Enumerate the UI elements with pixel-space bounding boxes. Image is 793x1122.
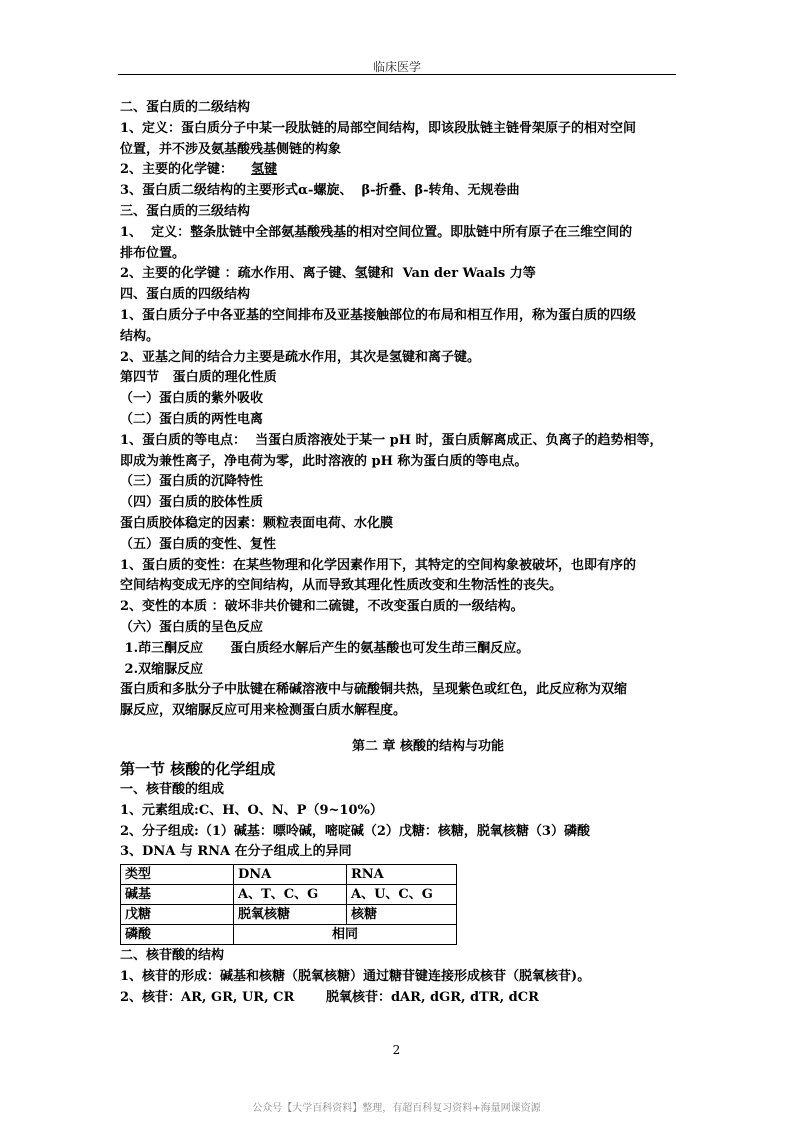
line-text: 排布位置。 [120, 245, 186, 261]
line-text: 空间结构变成无序的空间结构，从而导致其理化性质改变和生物活性的丧失。 [120, 578, 563, 594]
text-line [120, 368, 676, 389]
line-text: 1、定义：蛋白质分子中某一段肽链的局部空间结构，即该段肽链主链骨架原子的相对空间 [120, 120, 637, 136]
line-text: 1、蛋白质的变性：在某些物理和化学因素作用下，其特定的空间构象被破坏，也即有序的 [120, 557, 637, 573]
table-cell: RNA [347, 865, 457, 885]
line-text: 二、核苷酸的结构 [120, 948, 225, 964]
line-text: 2、核苷：AR, GR, UR, CR 脱氧核苷：dAR, dGR, dTR, dCR [120, 989, 539, 1005]
line-text: 结构。 [120, 328, 160, 344]
line-text: 3、DNA 与 RNA 在分子组成上的异同 [120, 844, 352, 860]
text-line [120, 780, 676, 801]
text-line [120, 660, 676, 681]
text-line [120, 842, 676, 863]
line-text: 2、变性的本质 ：破坏非共价键和二硫键，不改变蛋白质的一级结构。 [120, 599, 524, 615]
line-text: 1、核苷的形成：碱基和核糖（脱氧核糖）通过糖苷键连接形成核苷（脱氧核苷)。 [120, 968, 591, 984]
text-line [120, 327, 676, 348]
table-row [121, 905, 457, 925]
table-cell: 碱基 [121, 885, 234, 905]
line-text: 2、分子组成:（1）碱基：嘌呤碱，嘧啶碱（2）戊糖：核糖，脱氧核糖（3）磷酸 [120, 823, 590, 839]
line-text: 即成为兼性离子，净电荷为零，此时溶液的 pH 称为蛋白质的等电点。 [120, 453, 528, 469]
text-line [120, 119, 676, 140]
line-text: 2、主要的化学键： [120, 162, 234, 178]
header-rule [118, 74, 676, 75]
line-text: （三）蛋白质的沉降特性 [120, 474, 264, 490]
text-line [120, 618, 676, 639]
line-text: 三、蛋白质的三级结构 [120, 203, 251, 219]
text-line [120, 576, 676, 597]
line-text: 2、亚基之间的结合力主要是疏水作用，其次是氢键和离子键。 [120, 349, 481, 365]
text-line [120, 680, 676, 701]
line-text: 1、蛋白质分子中各亚基的空间排布及亚基接触部位的布局和相互作用，称为蛋白质的四级 [120, 307, 637, 323]
line-text: 2、主要的化学键 ：疏水作用、离子键、氢键和 Van der Waals 力等 [120, 266, 536, 282]
table-row [121, 925, 457, 945]
line-text: 1、元素组成:C、H、O、N、P（9~10%） [120, 802, 383, 818]
text-line [120, 967, 676, 988]
table-cell: 核糖 [347, 905, 457, 925]
line-text: 3、蛋白质二级结构的主要形式α-螺旋、 β-折叠、β-转角、无规卷曲 [120, 183, 520, 199]
dna-rna-comparison-table [120, 864, 457, 945]
text-line [120, 556, 676, 577]
text-line [120, 514, 676, 535]
line-text: 1、 定义：整条肽链中全部氨基酸残基的相对空间位置。即肽链中所有原子在三维空间的 [120, 224, 633, 240]
text-line [120, 452, 676, 473]
text-line [120, 597, 676, 618]
text-line [120, 98, 676, 119]
text-line [120, 431, 676, 452]
text-line [120, 946, 676, 967]
chapter-title: 第二 章 核酸的结构与功能 [351, 738, 505, 754]
text-line [120, 264, 676, 285]
text-line [120, 202, 676, 223]
text-line [120, 410, 676, 431]
line-text: 蛋白质和多肽分子中肽键在稀碱溶液中与硫酸铜共热，呈现紫色或红色，此反应称为双缩 [120, 682, 628, 698]
section-title: 第一节 核酸的化学组成 [120, 759, 276, 778]
line-text: 位置，并不涉及氨基酸残基侧链的构象 [120, 141, 342, 157]
line-text: 第四节 蛋白质的理化性质 [120, 370, 277, 386]
line-text: （一）蛋白质的紫外吸收 [120, 391, 264, 407]
line-text: 蛋白质胶体稳定的因素：颗粒表面电荷、水化膜 [120, 515, 394, 531]
text-line [120, 988, 676, 1009]
text-line [120, 348, 676, 369]
running-header: 临床医学 [372, 60, 421, 74]
table-row [121, 885, 457, 905]
text-line [120, 181, 676, 202]
line-text: 四、蛋白质的四级结构 [120, 287, 251, 303]
line-text: 脲反应，双缩脲反应可用来检测蛋白质水解程度。 [120, 703, 407, 719]
line-text: （六）蛋白质的呈色反应 [120, 619, 264, 635]
text-line [120, 701, 676, 722]
table-cell: A、T、C、G [234, 885, 347, 905]
text-line [120, 306, 676, 327]
line-text: 二、蛋白质的二级结构 [120, 100, 251, 115]
table-cell: 脱氧核糖 [234, 905, 347, 925]
table-header-row [121, 865, 457, 885]
document-body [120, 98, 676, 1008]
text-line [120, 822, 676, 843]
table-cell: 类型 [121, 865, 234, 885]
text-line [120, 639, 676, 660]
table-cell-merged: 相同 [234, 925, 457, 945]
nucleotide-composition-section [120, 780, 676, 863]
text-line [120, 244, 676, 265]
protein-structure-section [120, 98, 676, 722]
footer-note: 公众号【大学百科资料】整理，有超百科复习资料+海量网课资源 [252, 1103, 541, 1114]
text-line [120, 493, 676, 514]
line-text: 1、蛋白质的等电点： 当蛋白质溶液处于某一 pH 时，蛋白质解离成正、负离子的趋势相等， [120, 432, 663, 448]
text-line [120, 285, 676, 306]
underlined-term: 氢键 [251, 162, 278, 178]
table-cell: DNA [234, 865, 347, 885]
text-line [120, 223, 676, 244]
text-line [120, 472, 676, 493]
line-text: （五）蛋白质的变性、复性 [120, 536, 277, 552]
text-line [120, 801, 676, 822]
line-text: （四）蛋白质的胶体性质 [120, 495, 264, 511]
page-number: 2 [392, 1043, 401, 1057]
line-text: 2.双缩脲反应 [120, 661, 204, 677]
line-text: （二）蛋白质的两性电离 [120, 411, 264, 427]
text-line [120, 160, 676, 181]
table-cell: 戊糖 [121, 905, 234, 925]
text-line [120, 389, 676, 410]
text-line [120, 535, 676, 556]
text-line [120, 140, 676, 161]
line-text: 1.茚三酮反应 蛋白质经水解后产生的氨基酸也可发生茚三酮反应。 [120, 640, 530, 656]
table-cell: 磷酸 [121, 925, 234, 945]
table-cell: A、U、C、G [347, 885, 457, 905]
line-text: 一、核苷酸的组成 [120, 781, 225, 797]
nucleotide-structure-section [120, 946, 676, 1008]
